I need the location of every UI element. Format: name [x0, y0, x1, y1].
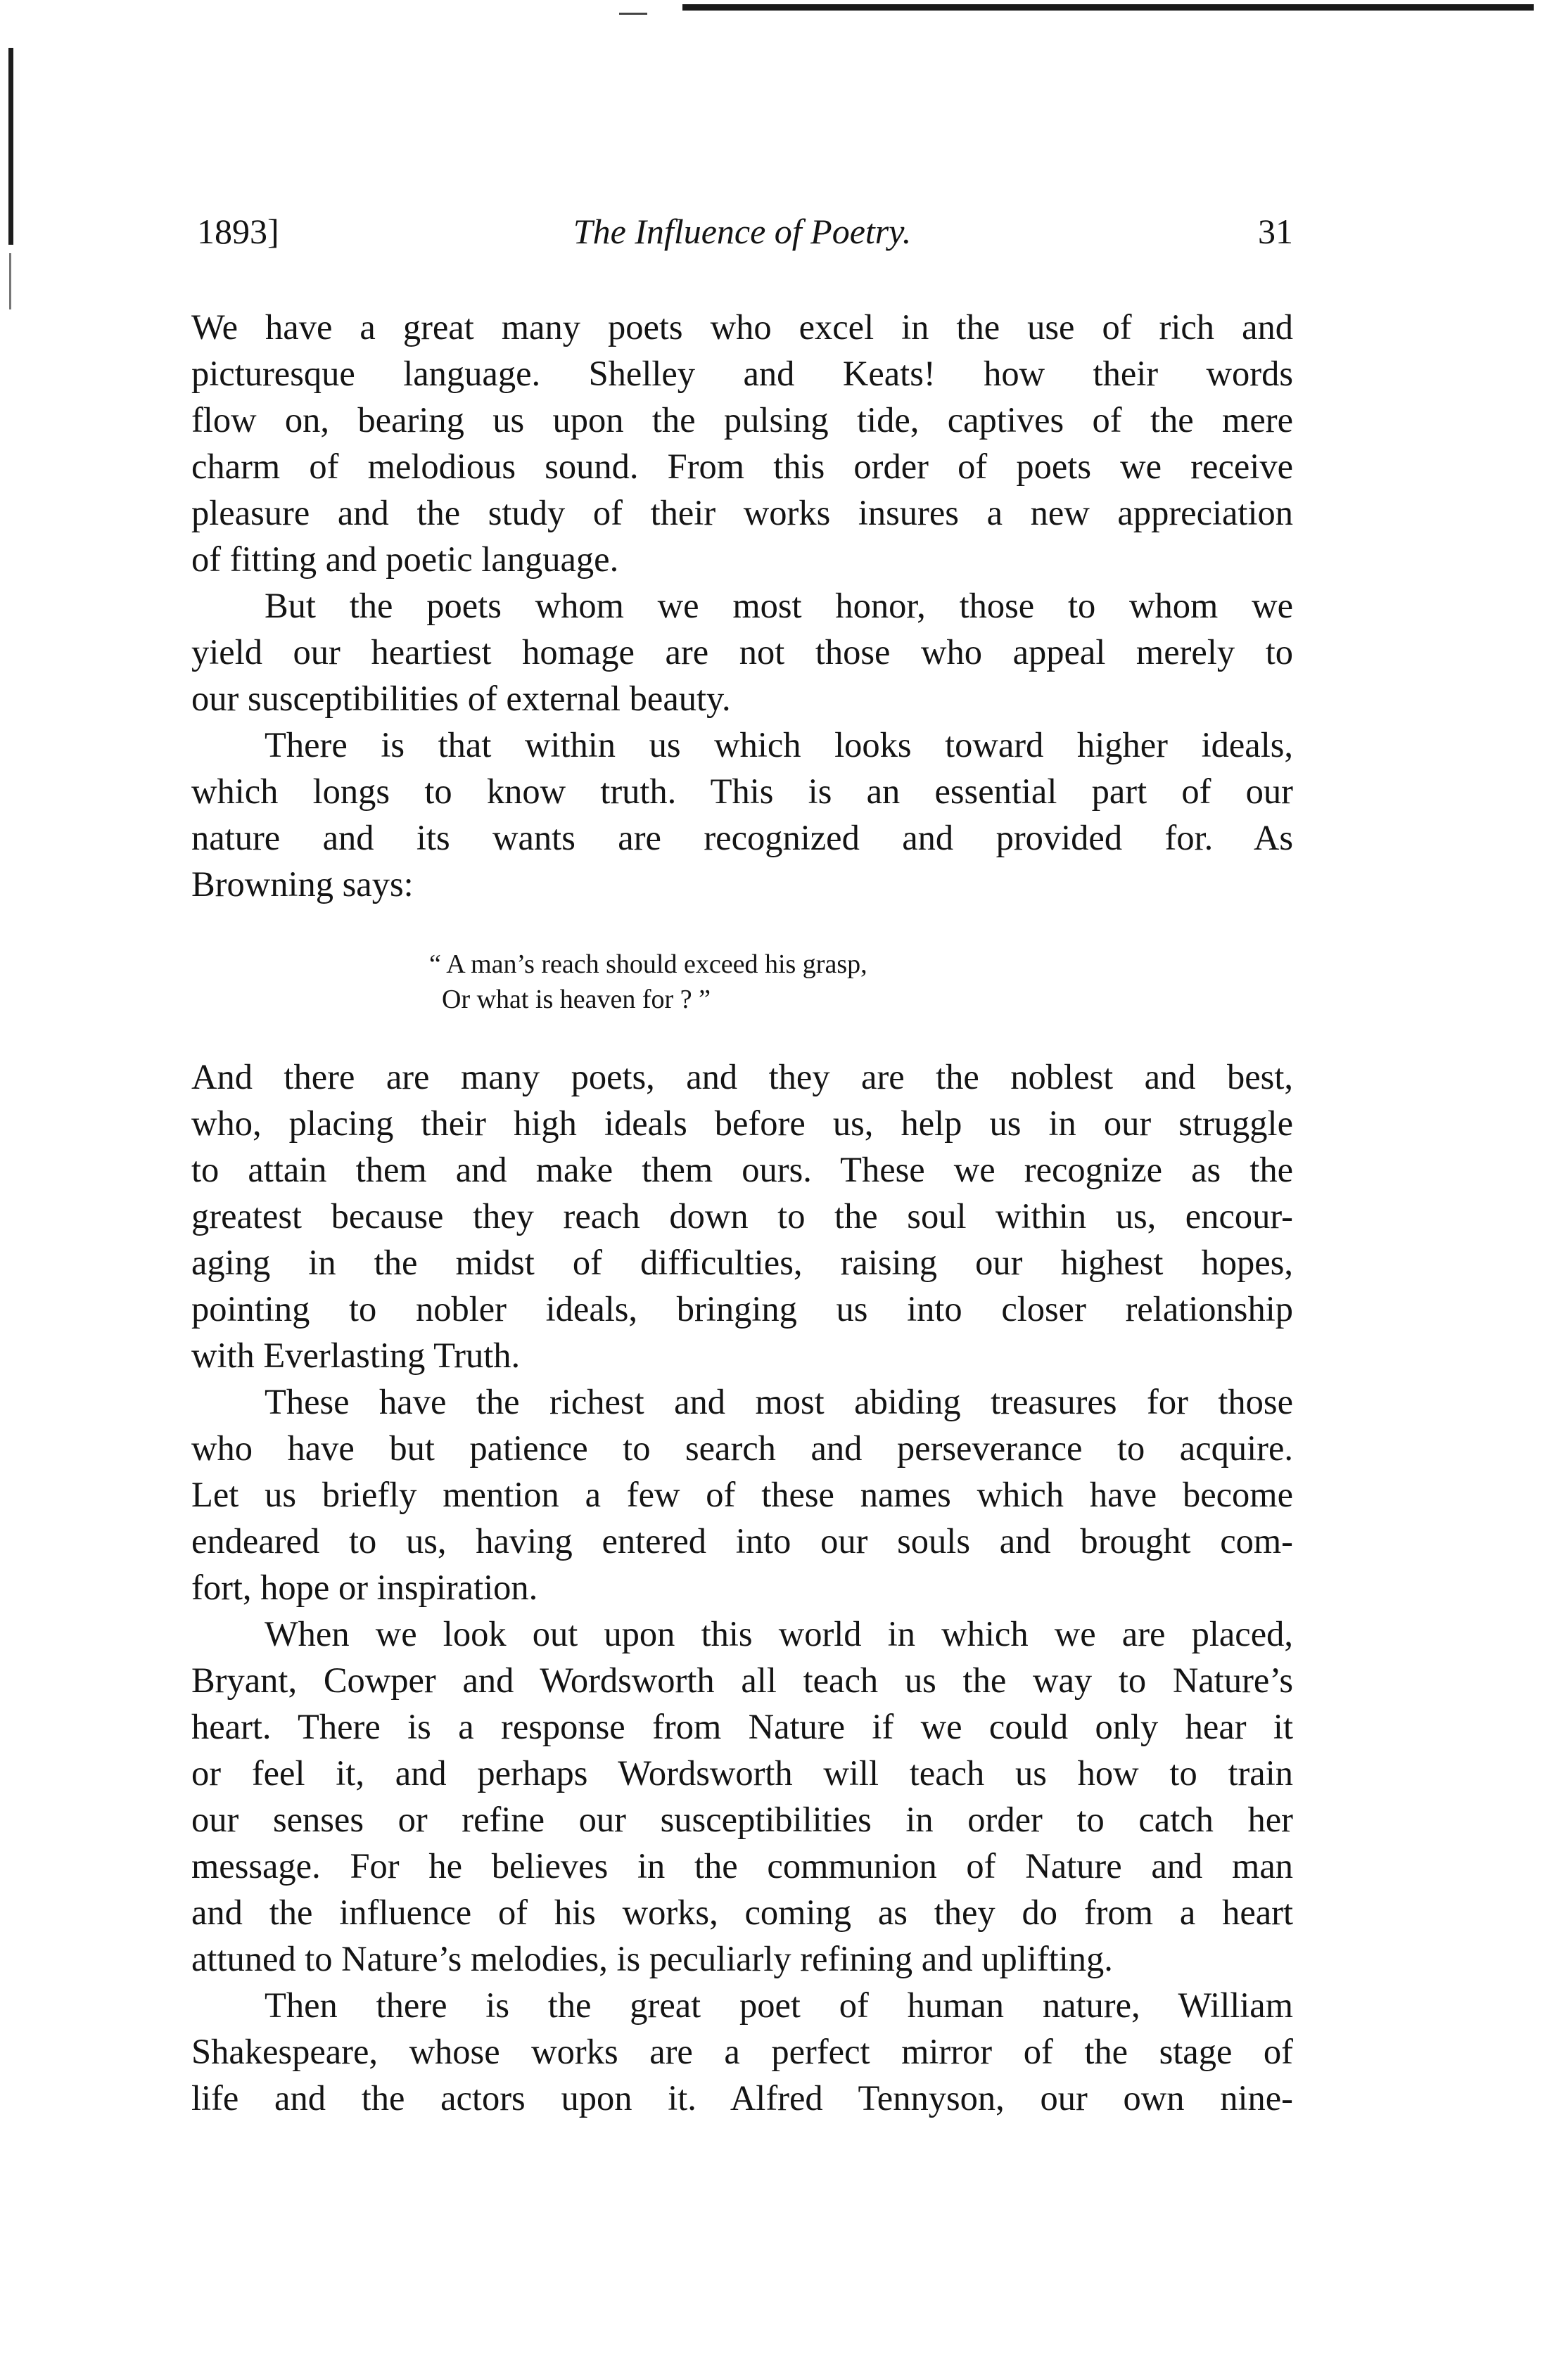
paragraph: [191, 1378, 1293, 1611]
text-line: endeared to us, having entered into our souls and brought com-: [191, 1521, 1293, 1561]
text-line: We have a great many poets who excel in the use of rich and: [191, 307, 1293, 347]
block-quote: [429, 947, 1293, 1017]
quote-line: Or what is heaven for ? ”: [442, 985, 711, 1014]
text-line: greatest because they reach down to the soul within us, encour-: [191, 1196, 1293, 1236]
text-line: Shakespeare, whose works are a perfect mirror of the stage of: [191, 2032, 1293, 2071]
text-line: fort, hope or inspiration.: [191, 1568, 538, 1607]
paragraph: [191, 1611, 1293, 1982]
page-edge-mark: [9, 253, 11, 309]
text-line: heart. There is a response from Nature if we could only hear it: [191, 1707, 1293, 1746]
text-line: picturesque language. Shelley and Keats! how their words: [191, 354, 1293, 393]
text-line: When we look out upon this world in which we are placed,: [265, 1614, 1293, 1653]
paragraph: [191, 582, 1293, 722]
text-line: pointing to nobler ideals, bringing us into closer relationship: [191, 1289, 1293, 1329]
text-line: Bryant, Cowper and Wordsworth all teach us the way to Nature’s: [191, 1661, 1293, 1700]
text-line: And there are many poets, and they are the noblest and best,: [191, 1057, 1293, 1096]
text-line: pleasure and the study of their works insures a new appreciation: [191, 493, 1293, 532]
text-line: flow on, bearing us upon the pulsing tide, captives of the mere: [191, 400, 1293, 440]
quote-line: “ A man’s reach should exceed his grasp,: [429, 949, 867, 979]
text-line: charm of melodious sound. From this order of poets we receive: [191, 447, 1293, 486]
paragraph: [191, 304, 1293, 582]
text-line: Browning says:: [191, 864, 414, 904]
text-line: of fitting and poetic language.: [191, 539, 619, 579]
text-line: yield our heartiest homage are not those who appeal merely to: [191, 632, 1293, 672]
text-line: nature and its wants are recognized and provided for. As: [191, 818, 1293, 857]
text-line: life and the actors upon it. Alfred Tennyson, our own nine-: [191, 2078, 1293, 2118]
running-header: [191, 211, 1293, 267]
text-line: with Everlasting Truth.: [191, 1336, 521, 1375]
page-edge-mark: [8, 48, 13, 245]
paragraph: [191, 1054, 1293, 1378]
text-line: who, placing their high ideals before us, help us in our struggle: [191, 1103, 1293, 1143]
text-line: Let us briefly mention a few of these names which have become: [191, 1475, 1293, 1514]
text-line: These have the richest and most abiding treasures for those: [265, 1382, 1293, 1421]
text-line: message. For he believes in the communion of Nature and man: [191, 1846, 1293, 1886]
running-year: 1893]: [197, 212, 279, 251]
text-line: our susceptibilities of external beauty.: [191, 679, 731, 718]
text-line: to attain them and make them ours. These we recognize as the: [191, 1150, 1293, 1189]
text-line: But the poets whom we most honor, those to whom we: [265, 586, 1293, 625]
text-line: our senses or refine our susceptibilities in order to catch her: [191, 1800, 1293, 1839]
text-line: who have but patience to search and perseverance to acquire.: [191, 1428, 1293, 1468]
running-title: The Influence of Poetry.: [573, 212, 912, 251]
paragraph: [191, 1982, 1293, 2121]
page-number: 31: [1258, 212, 1293, 251]
top-rule-short: [619, 13, 647, 15]
page-body: [191, 304, 1293, 2121]
paragraph: [191, 722, 1293, 907]
text-line: aging in the midst of difficulties, raising our highest hopes,: [191, 1243, 1293, 1282]
paragraphs-after-quote: [191, 1054, 1293, 2121]
top-rule: [682, 4, 1534, 11]
text-line: Then there is the great poet of human nature, William: [265, 1985, 1293, 2025]
text-line: or feel it, and perhaps Wordsworth will teach us how to train: [191, 1753, 1293, 1793]
text-line: and the influence of his works, coming as they do from a heart: [191, 1893, 1293, 1932]
text-line: which longs to know truth. This is an essential part of our: [191, 772, 1293, 811]
text-line: attuned to Nature’s melodies, is peculiarly refining and uplifting.: [191, 1939, 1113, 1978]
text-line: There is that within us which looks toward higher ideals,: [265, 725, 1293, 764]
paragraphs-before-quote: [191, 304, 1293, 907]
